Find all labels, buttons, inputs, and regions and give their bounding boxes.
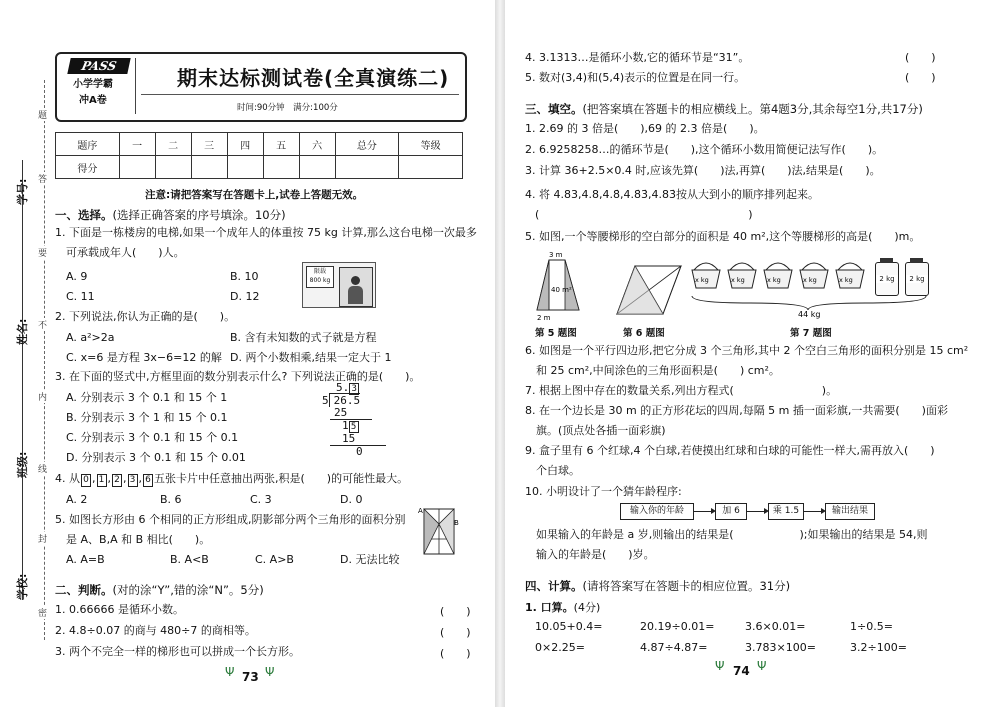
basket-label: x kg bbox=[695, 276, 709, 284]
question-text: 7. 根据上图中存在的数量关系,列出方程式( )。 bbox=[525, 384, 838, 397]
option: B. A<B bbox=[170, 553, 209, 566]
jar-icon bbox=[875, 262, 899, 296]
flow-arrow bbox=[804, 511, 822, 512]
option: C. A>B bbox=[255, 553, 294, 566]
person-body bbox=[348, 286, 363, 304]
oral-item: 4.87÷4.87= bbox=[640, 641, 708, 654]
seal-dashed-line bbox=[44, 80, 45, 640]
seal-char: 答 bbox=[38, 172, 47, 185]
student-id-label: 学号: bbox=[16, 178, 29, 205]
score-input-cell[interactable] bbox=[227, 156, 263, 179]
question-text: 8. 在一个边长是 30 m 的正方形花坛的四周,每隔 5 m 插一面彩旗,一共需要( )面彩 bbox=[525, 404, 948, 417]
answer-paren[interactable]: ( ) bbox=[905, 71, 936, 84]
person-head bbox=[351, 276, 360, 285]
flow-step-add: 加 6 bbox=[715, 503, 747, 520]
score-input-cell[interactable] bbox=[399, 156, 463, 179]
seal-char: 要 bbox=[38, 246, 47, 259]
section-note: (请将答案写在答题卡的相应位置。31分) bbox=[582, 579, 791, 593]
option: A. A=B bbox=[66, 553, 105, 566]
question-text: 3. 在下面的竖式中,方框里面的数分别表示什么? 下列说法正确的是( )。 bbox=[55, 370, 421, 383]
score-table bbox=[55, 132, 463, 179]
answer-paren[interactable]: ( ) bbox=[440, 605, 471, 618]
question-text: 3. 计算 36+2.5×0.4 时,应该先算( )法,再算( )法,结果是( )。 bbox=[525, 164, 881, 177]
question-text: 和 25 cm²,中间涂色的三角形面积是( ) cm²。 bbox=[536, 364, 780, 377]
number-card: 1 bbox=[97, 474, 107, 487]
table-cell: 总分 bbox=[335, 133, 399, 156]
basket-icon bbox=[798, 260, 830, 290]
oral-item: 20.19÷0.01= bbox=[640, 620, 715, 633]
basket-icon bbox=[690, 260, 722, 290]
remainder: 1 bbox=[342, 419, 349, 432]
elevator-door bbox=[339, 267, 373, 307]
sign-line: 800 kg bbox=[309, 277, 331, 284]
question-text: 输入的年龄是( )岁。 bbox=[536, 548, 655, 561]
section-title: 四、计算。 bbox=[525, 579, 583, 593]
jar-icon bbox=[905, 262, 929, 296]
question-text: 4. 从 0 , 1 , 2 , 3 , 6 五张卡片中任意抽出两张,积是( )的可能性最大。 bbox=[55, 472, 409, 485]
score-input-cell[interactable] bbox=[335, 156, 399, 179]
basket-icon bbox=[762, 260, 794, 290]
section-heading bbox=[525, 578, 790, 594]
table-cell: 六 bbox=[299, 133, 335, 156]
table-cell: 五 bbox=[263, 133, 299, 156]
school-label: 学校: bbox=[16, 573, 29, 600]
table-cell: 一 bbox=[119, 133, 155, 156]
table-cell: 三 bbox=[191, 133, 227, 156]
table-cell: 得分 bbox=[56, 156, 120, 179]
answer-paren[interactable]: ( ) bbox=[440, 626, 471, 639]
flow-step-multiply: 乘 1.5 bbox=[768, 503, 804, 520]
title-divider bbox=[141, 94, 459, 95]
fig7-brace bbox=[690, 294, 930, 318]
section-note: (把答案填在答题卡的相应横线上。第4题3分,其余每空1分,共17分) bbox=[582, 102, 923, 116]
question-text: 10. 小明设计了一个猜年龄程序: bbox=[525, 485, 682, 498]
score-input-cell[interactable] bbox=[299, 156, 335, 179]
question-text: 2. 6.9258258…的循环节是( ),这个循环小数用简便记法写作( )。 bbox=[525, 143, 884, 156]
basket-label: x kg bbox=[731, 276, 745, 284]
score-input-cell[interactable] bbox=[155, 156, 191, 179]
subsection-heading bbox=[525, 599, 600, 615]
answer-blank[interactable]: ( ) bbox=[535, 208, 753, 221]
fig5-trapezoid bbox=[535, 250, 595, 322]
seal-char: 题 bbox=[38, 108, 47, 121]
judge-item: 5. 数对(3,4)和(5,4)表示的位置是在同一行。 bbox=[525, 71, 746, 84]
seal-char: 密 bbox=[38, 606, 47, 619]
answer-paren[interactable]: ( ) bbox=[440, 647, 471, 660]
basket-label: x kg bbox=[767, 276, 781, 284]
brand-logo bbox=[65, 58, 136, 114]
answer-box: 3 bbox=[349, 383, 359, 395]
section-note: (选择正确答案的序号填涂。10分) bbox=[112, 208, 286, 222]
figure-caption: 第 5 题图 bbox=[535, 328, 577, 339]
basket-icon bbox=[834, 260, 866, 290]
option: B. 分别表示 3 个 1 和 15 个 0.1 bbox=[66, 411, 228, 424]
oral-item: 3.6×0.01= bbox=[745, 620, 806, 633]
option: A. 分别表示 3 个 0.1 和 15 个 1 bbox=[66, 391, 228, 404]
label-a: A bbox=[418, 507, 423, 515]
subtract-line: 25 bbox=[334, 406, 348, 419]
basket-icon bbox=[726, 260, 758, 290]
option: D. 0 bbox=[340, 493, 363, 506]
section-heading bbox=[55, 207, 286, 223]
leaf-icon: Ψ bbox=[757, 659, 767, 673]
option: A. 9 bbox=[66, 270, 88, 283]
pass-logo: PASS bbox=[67, 58, 130, 74]
question-text: 5. 如图,一个等腰梯形的空白部分的面积是 40 m²,这个等腰梯形的高是( )m。 bbox=[525, 230, 921, 243]
option: A. a²>2a bbox=[66, 331, 115, 344]
page-number: 74 bbox=[733, 664, 750, 678]
seal-char: 不 bbox=[38, 318, 47, 331]
sign-line: 限载 bbox=[313, 268, 326, 275]
flow-step-output: 输出结果 bbox=[825, 503, 875, 520]
flow-step-input: 输入你的年龄 bbox=[620, 503, 694, 520]
option: B. 含有未知数的式子就是方程 bbox=[230, 331, 377, 344]
subtract-line: 15 bbox=[342, 432, 356, 445]
option: D. 无法比较 bbox=[340, 553, 400, 566]
q4-prefix: 4. 从 bbox=[55, 472, 80, 485]
option: C. 分别表示 3 个 0.1 和 15 个 0.1 bbox=[66, 431, 239, 444]
judge-item: 1. 0.66666 是循环小数。 bbox=[55, 603, 184, 616]
question-text: 可承载成年人( )人。 bbox=[66, 246, 185, 259]
oral-item: 3.2÷100= bbox=[850, 641, 907, 654]
jar-label: 2 kg bbox=[876, 275, 898, 283]
section-heading bbox=[55, 582, 264, 598]
question-text: 6. 如图是一个平行四边形,把它分成 3 个三角形,其中 2 个空白三角形的面积分别是 15 cm² bbox=[525, 344, 969, 357]
jar-label: 2 kg bbox=[906, 275, 928, 283]
elevator-sign bbox=[306, 266, 334, 288]
option: D. 12 bbox=[230, 290, 260, 303]
question-text: 2. 下列说法,你认为正确的是( )。 bbox=[55, 310, 236, 323]
answer-box: 5 bbox=[349, 421, 359, 433]
question-text: 是 A、B,A 和 B 相比( )。 bbox=[66, 533, 211, 546]
table-cell: 等级 bbox=[399, 133, 463, 156]
option: C. 3 bbox=[250, 493, 272, 506]
class-label: 班级: bbox=[16, 451, 29, 478]
elevator-illustration bbox=[302, 262, 376, 308]
oral-item: 1÷0.5= bbox=[850, 620, 893, 633]
seal-char: 线 bbox=[38, 462, 47, 475]
series-line1: 小学学霸 bbox=[73, 79, 113, 90]
figure-caption: 第 6 题图 bbox=[623, 328, 665, 339]
option: A. 2 bbox=[66, 493, 88, 506]
left-page bbox=[0, 0, 495, 707]
fig5-top-label: 3 m bbox=[549, 251, 563, 259]
question-text: 1. 下面是一栋楼房的电梯,如果一个成年人的体重按 75 kg 计算,那么这台电梯一次最多 bbox=[55, 226, 477, 239]
question-text: 旗。(顶点处各插一面彩旗) bbox=[536, 424, 666, 437]
flow-arrow bbox=[747, 511, 765, 512]
number-card: 2 bbox=[112, 474, 122, 487]
table-cell: 二 bbox=[155, 133, 191, 156]
division-figure bbox=[322, 382, 386, 458]
page-fold bbox=[495, 0, 505, 707]
number-card: 0 bbox=[81, 474, 91, 487]
judge-item: 3. 两个不完全一样的梯形也可以拼成一个长方形。 bbox=[55, 645, 300, 658]
name-label: 姓名: bbox=[16, 318, 29, 345]
question-text: 5. 如图长方形由 6 个相同的正方形组成,阴影部分两个三角形的面积分别 bbox=[55, 513, 406, 526]
oral-item: 10.05+0.4= bbox=[535, 620, 603, 633]
oral-item: 0×2.25= bbox=[535, 641, 585, 654]
flow-arrow bbox=[694, 511, 712, 512]
question-text: 9. 盒子里有 6 个红球,4 个白球,若使摸出红球和白球的可能性一样大,需再放入( ) bbox=[525, 444, 935, 457]
basket-label: x kg bbox=[839, 276, 853, 284]
figure-caption: 第 7 题图 bbox=[790, 328, 832, 339]
fig5-bottom-label: 2 m bbox=[537, 314, 551, 322]
seal-char: 封 bbox=[38, 532, 47, 545]
basket-label: x kg bbox=[803, 276, 817, 284]
exam-info: 时间:90分钟 满分:100分 bbox=[237, 103, 338, 113]
subsection-note: (4分) bbox=[573, 601, 601, 614]
option: B. 10 bbox=[230, 270, 259, 283]
option: D. 分别表示 3 个 0.1 和 15 个 0.01 bbox=[66, 451, 246, 464]
fig5-area-label: 40 m² bbox=[551, 286, 572, 294]
question-text: 个白球。 bbox=[536, 464, 580, 477]
table-cell: 四 bbox=[227, 133, 263, 156]
table-row bbox=[56, 156, 463, 179]
number-card: 3 bbox=[128, 474, 138, 487]
notice: 注意:请把答案写在答题卡上,试卷上答题无效。 bbox=[145, 189, 364, 201]
question-text: 1. 2.69 的 3 倍是( ),69 的 2.3 倍是( )。 bbox=[525, 122, 765, 135]
table-row bbox=[56, 133, 463, 156]
section-title: 一、选择。 bbox=[55, 208, 113, 222]
fig6-parallelogram bbox=[615, 262, 685, 322]
section-title: 二、判断。 bbox=[55, 583, 113, 597]
right-page bbox=[505, 0, 1000, 707]
fig7-total-label: 44 kg bbox=[798, 310, 821, 319]
table-cell: 题序 bbox=[56, 133, 120, 156]
page-title: 期末达标测试卷(全真演练二) bbox=[177, 66, 450, 90]
option: B. 6 bbox=[160, 493, 182, 506]
quotient: 5. bbox=[336, 381, 350, 394]
result: 0 bbox=[330, 445, 386, 458]
option: C. x=6 是方程 3x−6=12 的解 bbox=[66, 351, 222, 364]
divisor: 5 bbox=[322, 394, 329, 407]
section-note: (对的涂“Y”,错的涂“N”。5分) bbox=[112, 583, 264, 597]
leaf-icon: Ψ bbox=[715, 659, 725, 673]
q4-suffix: 五张卡片中任意抽出两张,积是( )的可能性最大。 bbox=[154, 472, 409, 485]
option: D. 两个小数相乘,结果一定大于 1 bbox=[230, 351, 392, 364]
score-input-cell[interactable] bbox=[119, 156, 155, 179]
answer-paren[interactable]: ( ) bbox=[905, 51, 936, 64]
question-text: 如果输入的年龄是 a 岁,则输出的结果是( );如果输出的结果是 54,则 bbox=[536, 528, 928, 541]
series-line2: 冲A卷 bbox=[79, 95, 107, 106]
score-input-cell[interactable] bbox=[191, 156, 227, 179]
jar-lid bbox=[910, 258, 923, 263]
section-heading bbox=[525, 101, 923, 117]
score-input-cell[interactable] bbox=[263, 156, 299, 179]
section-title: 三、填空。 bbox=[525, 102, 583, 116]
q5-rectangle-figure bbox=[418, 503, 458, 559]
exam-header bbox=[55, 52, 467, 122]
number-card: 6 bbox=[143, 474, 153, 487]
leaf-icon: Ψ bbox=[265, 665, 275, 679]
label-b: B bbox=[454, 519, 459, 527]
oral-item: 3.783×100= bbox=[745, 641, 816, 654]
question-text: 4. 将 4.83,4.8,4.8̇,4.8̇3̇,4.83̇按从大到小的顺序排列起来。 bbox=[525, 188, 819, 201]
leaf-icon: Ψ bbox=[225, 665, 235, 679]
seal-char: 内 bbox=[38, 390, 47, 403]
dividend: 26.5 bbox=[329, 393, 361, 407]
judge-item: 4. 3.1313…是循环小数,它的循环节是“31”。 bbox=[525, 51, 750, 64]
jar-lid bbox=[880, 258, 893, 263]
binding-line bbox=[22, 160, 23, 600]
judge-item: 2. 4.8÷0.07 的商与 480÷7 的商相等。 bbox=[55, 624, 256, 637]
subsection-title: 1. 口算。 bbox=[525, 601, 574, 614]
page-number: 73 bbox=[242, 670, 259, 684]
option: C. 11 bbox=[66, 290, 95, 303]
